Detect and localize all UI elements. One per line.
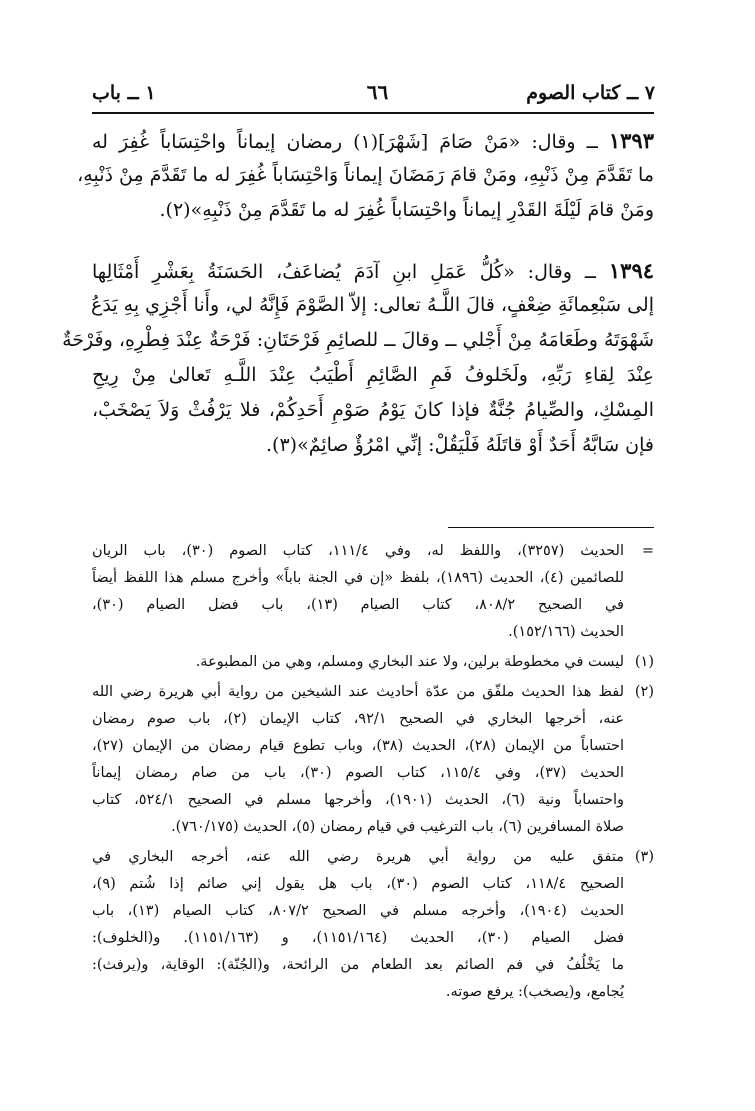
hadith-1393-line-3: ومَنْ قامَ لَيْلَةَ القَدْرِ إيماناً واحْتِسَاباً غُفِرَ له ما تَقَدَّمَ مِنْ ذَنْبِهِ»(٢).	[159, 199, 654, 221]
footnote-mark: (٢)	[634, 684, 654, 700]
footnote-1	[92, 649, 654, 676]
hadith-1394-line-3: شَهْوَتَهُ وطَعَامَهُ مِنْ أَجْلي ــ وقالَ ــ للصائِمِ فَرْحَتَانِ: فَرْحَةٌ عِنْدَ فِطْرِهِ، وفَرْحَةٌ	[62, 329, 654, 351]
running-head-section: ١ ــ باب	[92, 82, 156, 104]
footnote-line: الحديث (١٩٠٤)، وأخرجه مسلم في الصحيح ٨٠٧/٢، كتاب الصيام (١٣)، باب	[92, 903, 624, 919]
footnote-line: عنه، أخرجها البخاري في الصحيح ٩٢/١، كتاب الإيمان (٢)، باب صوم رمضان	[92, 711, 624, 727]
footnote-line: الحديث (١٥٢/١٦٦).	[508, 624, 624, 640]
hadith-number: ١٣٩٣	[608, 128, 654, 153]
footnote-3	[92, 844, 654, 1006]
footnote-line: الحديث (٣٢٥٧)، واللفظ له، وفي ١١١/٤، كتاب الصوم (٣٠)، باب الريان	[92, 543, 624, 559]
footnote-line: ليست في مخطوطة برلين، ولا عند البخاري ومسلم، وهي من المطبوعة.	[195, 654, 624, 670]
footnote-line: فضل الصيام (٣٠)، الحديث (١١٥١/١٦٤)، و (١١٥١/١٦٣). و(الخلوف):	[92, 930, 624, 946]
footnote-mark: (٣)	[634, 849, 654, 865]
footnotes	[92, 538, 654, 1006]
hadith-1393-line-1	[92, 123, 654, 158]
hadith-1394-line-2: إلى سَبْعِمائَةِ ضِعْفٍ، قالَ اللَّـهُ تعالى: إلاّ الصَّوْمَ فَإِنَّهُ لي، وأَنا أَجْزِي بِهِ يَدَعُ	[91, 294, 654, 316]
header-rule	[92, 112, 654, 114]
page-number: ٦٦	[366, 80, 389, 104]
footnote-line: احتساباً من الإيمان (٢٨)، الحديث (٣٨)، وباب تطوع قيام رمضان من الإيمان (٢٧)،	[92, 738, 625, 754]
main-text	[62, 123, 655, 463]
footnote-line: الصحيح ١١٨/٤، كتاب الصوم (٣٠)، باب هل يقول إني صائم إذا شُتم (٩)،	[92, 876, 624, 892]
footnote-line: متفق عليه من رواية أبي هريرة رضي الله عنه، أخرجه البخاري في	[92, 849, 624, 865]
hadith-1393-line-2: ما تَقَدَّمَ مِنْ ذَنْبِهِ، ومَنْ قامَ رَمَضَانَ إيماناً وَاحْتِسَاباً غُفِرَ له ما تَقَدَّمَ مِنْ ذَنْبِهِ،	[77, 164, 654, 186]
hadith-1394-line-1	[92, 253, 654, 288]
hadith-text: ــ وقال: «كُلُّ عَمَلِ ابنِ آدَمَ يُضاعَفُ، الحَسَنَةُ بِعَشْرِ أَمْثَالِها	[92, 261, 596, 283]
hadith-number: ١٣٩٤	[608, 258, 655, 283]
hadith-1394-line-6: فإن سَابَّهُ أَحَدٌ أَوْ قاتَلَهُ فَلْيَقُلْ: إنِّي امْرُؤٌ صائِمٌ»(٣).	[265, 434, 654, 456]
footnote-2	[92, 679, 654, 841]
footnote-continued	[92, 538, 654, 646]
footnote-line: في الصحيح ٨٠٨/٢، كتاب الصيام (١٣)، باب فضل الصيام (٣٠)،	[92, 597, 624, 613]
footnote-line: صلاة المسافرين (٦)، باب الترغيب في قيام رمضان (٥)، الحديث (٧٦٠/١٧٥).	[171, 819, 624, 835]
hadith-text: ــ وقال: «مَنْ صَامَ [شَهْرَ](١) رمضان إيماناً واحْتِسَاباً غُفِرَ له	[92, 131, 598, 153]
footnote-line: الحديث (٣٧)، وفي ١١٥/٤، كتاب الصوم (٣٠)، باب من صام رمضان إيماناً	[92, 765, 624, 781]
footnote-line: واحتساباً ونية (٦)، الحديث (١٩٠١)، وأخرجها مسلم في الصحيح ٥٢٤/١، كتاب	[92, 792, 625, 808]
footnote-mark: (١)	[634, 654, 654, 670]
footnote-separator	[448, 527, 654, 528]
running-head-chapter: ٧ ــ كتاب الصوم	[526, 82, 655, 104]
footnote-line: ما يَخْلُفُ في فم الصائم بعد الطعام من الرائحة، و(الجُنّة): الوقاية، و(يرفث):	[92, 957, 624, 973]
footnote-line: للصائمين (٤)، الحديث (١٨٩٦)، بلفظ «إن في الجنة باباً» وأخرج مسلم هذا اللفظ أيضاً	[92, 570, 624, 586]
hadith-1394-line-4: عِنْدَ لِقاءِ رَبِّهِ، ولَخَلوفُ فَمِ الصَّائِمِ أَطْيَبُ عِنْدَ اللَّـهِ تَعالىٰ مِنْ رِيحِ	[92, 364, 654, 386]
footnote-mark: =	[641, 543, 654, 559]
footnote-line: يُجامع، و(يصخب): يرفع صوته.	[445, 984, 624, 1000]
footnote-line: لفظ هذا الحديث ملفّق من عدّة أحاديث عند الشيخين من رواية أبي هريرة رضي الله	[92, 684, 624, 700]
hadith-1394-line-5: المِسْكِ، والصِّيامُ جُنَّةٌ فإذا كانَ يَوْمُ صَوْمِ أَحَدِكُمْ، فلا يَرْفُثْ وَلاَ يَصْخَبْ،	[92, 399, 654, 421]
